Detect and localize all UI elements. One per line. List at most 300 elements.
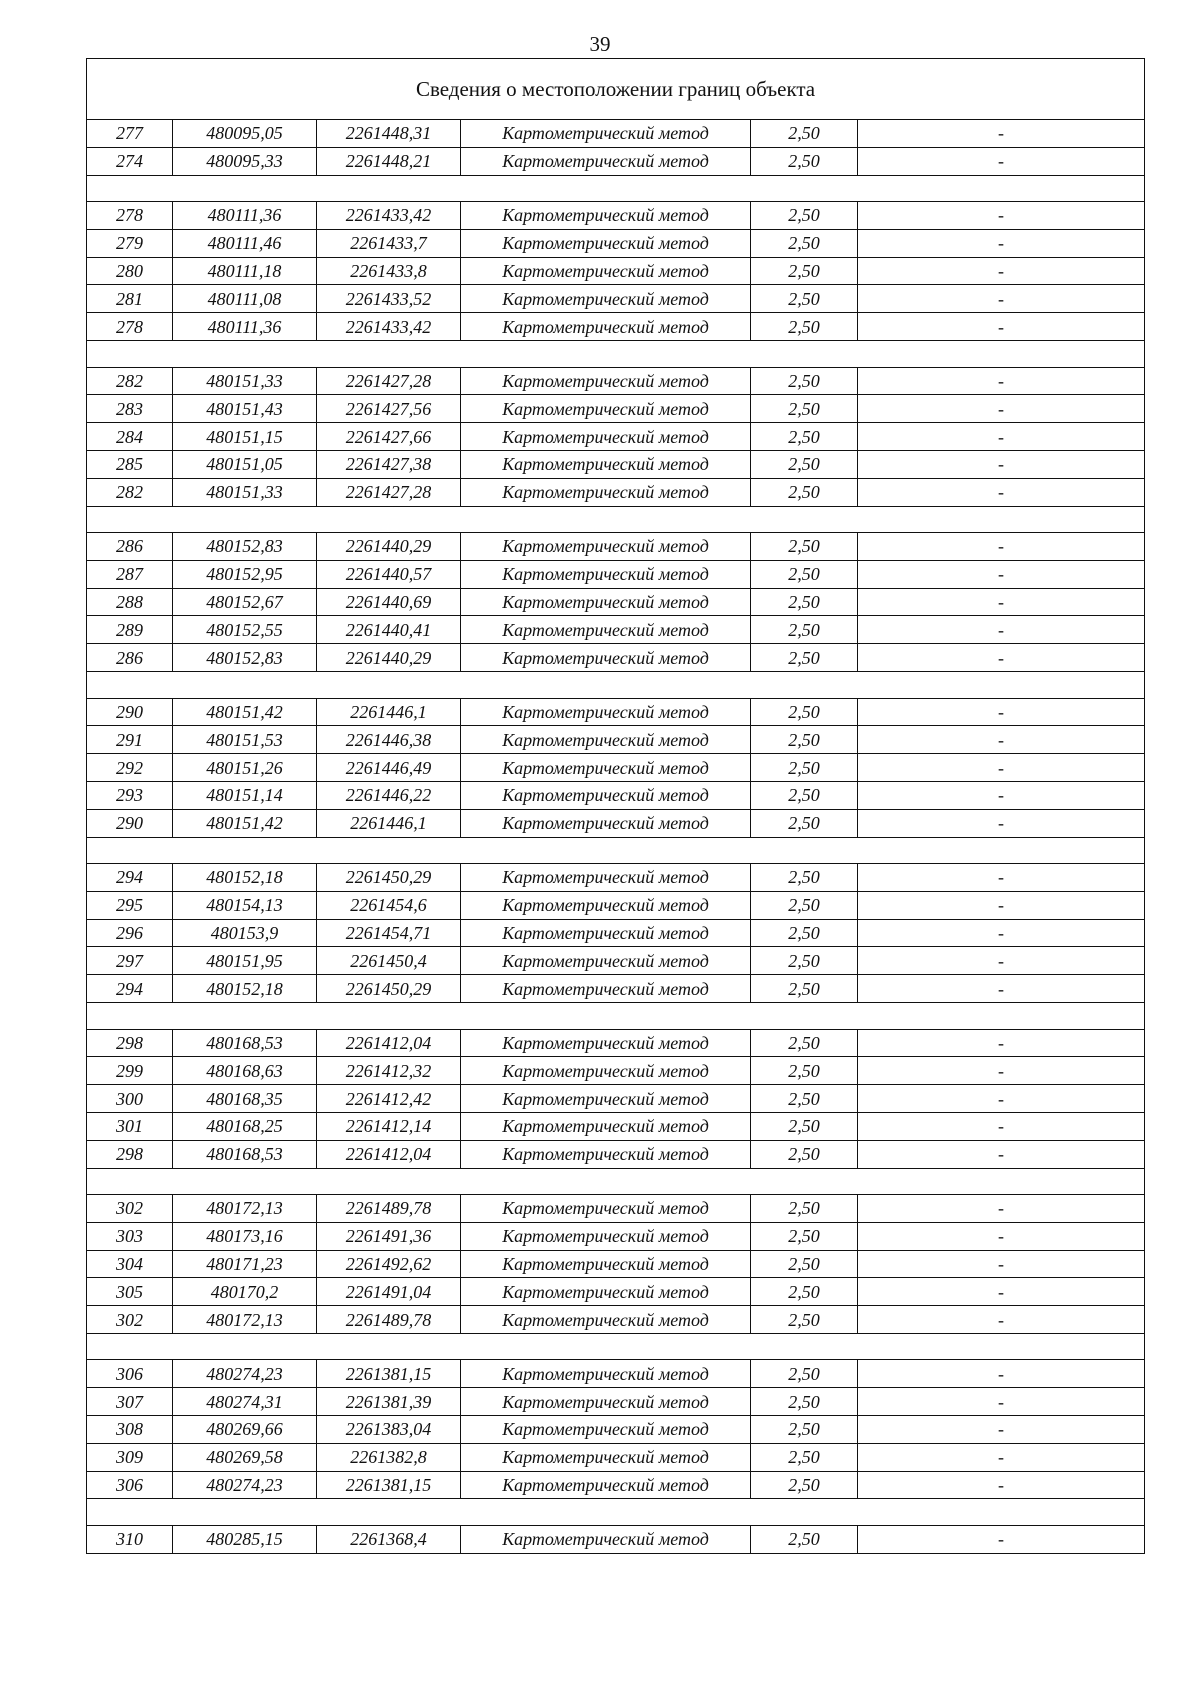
description-cell: - bbox=[858, 588, 1145, 616]
x-coordinate-cell: 480111,18 bbox=[173, 257, 317, 285]
y-coordinate-cell: 2261440,29 bbox=[317, 533, 461, 561]
accuracy-cell: 2,50 bbox=[751, 367, 858, 395]
accuracy-cell: 2,50 bbox=[751, 864, 858, 892]
description-cell: - bbox=[858, 947, 1145, 975]
accuracy-cell: 2,50 bbox=[751, 1222, 858, 1250]
table-row bbox=[87, 257, 1145, 285]
table-row bbox=[87, 891, 1145, 919]
table-row bbox=[87, 1140, 1145, 1168]
y-coordinate-cell: 2261450,29 bbox=[317, 975, 461, 1003]
method-cell: Картометрический метод bbox=[461, 919, 751, 947]
description-cell: - bbox=[858, 257, 1145, 285]
accuracy-cell: 2,50 bbox=[751, 1278, 858, 1306]
y-coordinate-cell: 2261412,14 bbox=[317, 1112, 461, 1140]
group-separator-row bbox=[87, 672, 1145, 699]
x-coordinate-cell: 480153,9 bbox=[173, 919, 317, 947]
x-coordinate-cell: 480152,67 bbox=[173, 588, 317, 616]
table-row bbox=[87, 1112, 1145, 1140]
table-row bbox=[87, 1471, 1145, 1499]
table-row bbox=[87, 423, 1145, 451]
x-coordinate-cell: 480170,2 bbox=[173, 1278, 317, 1306]
y-coordinate-cell: 2261450,29 bbox=[317, 864, 461, 892]
description-cell: - bbox=[858, 754, 1145, 782]
y-coordinate-cell: 2261446,1 bbox=[317, 809, 461, 837]
x-coordinate-cell: 480111,36 bbox=[173, 202, 317, 230]
method-cell: Картометрический метод bbox=[461, 367, 751, 395]
x-coordinate-cell: 480151,42 bbox=[173, 809, 317, 837]
x-coordinate-cell: 480111,46 bbox=[173, 229, 317, 257]
point-number-cell: 286 bbox=[87, 644, 173, 672]
y-coordinate-cell: 2261440,29 bbox=[317, 644, 461, 672]
x-coordinate-cell: 480269,66 bbox=[173, 1416, 317, 1444]
table-row bbox=[87, 560, 1145, 588]
accuracy-cell: 2,50 bbox=[751, 257, 858, 285]
point-number-cell: 300 bbox=[87, 1085, 173, 1113]
x-coordinate-cell: 480274,23 bbox=[173, 1471, 317, 1499]
table-row bbox=[87, 478, 1145, 506]
table-row bbox=[87, 1085, 1145, 1113]
point-number-cell: 295 bbox=[87, 891, 173, 919]
y-coordinate-cell: 2261492,62 bbox=[317, 1250, 461, 1278]
group-separator-row bbox=[87, 1168, 1145, 1195]
description-cell: - bbox=[858, 1195, 1145, 1223]
y-coordinate-cell: 2261433,7 bbox=[317, 229, 461, 257]
y-coordinate-cell: 2261440,69 bbox=[317, 588, 461, 616]
x-coordinate-cell: 480111,36 bbox=[173, 313, 317, 341]
point-number-cell: 302 bbox=[87, 1306, 173, 1334]
point-number-cell: 289 bbox=[87, 616, 173, 644]
x-coordinate-cell: 480168,63 bbox=[173, 1057, 317, 1085]
y-coordinate-cell: 2261427,56 bbox=[317, 395, 461, 423]
description-cell: - bbox=[858, 367, 1145, 395]
table-row bbox=[87, 313, 1145, 341]
table-row bbox=[87, 616, 1145, 644]
method-cell: Картометрический метод bbox=[461, 1388, 751, 1416]
group-separator-row bbox=[87, 341, 1145, 368]
description-cell: - bbox=[858, 864, 1145, 892]
table-row bbox=[87, 1278, 1145, 1306]
method-cell: Картометрический метод bbox=[461, 1250, 751, 1278]
method-cell: Картометрический метод bbox=[461, 120, 751, 148]
description-cell: - bbox=[858, 202, 1145, 230]
description-cell: - bbox=[858, 1416, 1145, 1444]
description-cell: - bbox=[858, 1471, 1145, 1499]
description-cell: - bbox=[858, 423, 1145, 451]
table-row bbox=[87, 1306, 1145, 1334]
y-coordinate-cell: 2261454,6 bbox=[317, 891, 461, 919]
accuracy-cell: 2,50 bbox=[751, 644, 858, 672]
method-cell: Картометрический метод bbox=[461, 1360, 751, 1388]
table-row bbox=[87, 533, 1145, 561]
method-cell: Картометрический метод bbox=[461, 450, 751, 478]
accuracy-cell: 2,50 bbox=[751, 1085, 858, 1113]
method-cell: Картометрический метод bbox=[461, 423, 751, 451]
point-number-cell: 274 bbox=[87, 147, 173, 175]
y-coordinate-cell: 2261412,04 bbox=[317, 1029, 461, 1057]
point-number-cell: 302 bbox=[87, 1195, 173, 1223]
description-cell: - bbox=[858, 1222, 1145, 1250]
point-number-cell: 278 bbox=[87, 313, 173, 341]
x-coordinate-cell: 480151,14 bbox=[173, 781, 317, 809]
accuracy-cell: 2,50 bbox=[751, 1416, 858, 1444]
description-cell: - bbox=[858, 891, 1145, 919]
method-cell: Картометрический метод bbox=[461, 1471, 751, 1499]
y-coordinate-cell: 2261450,4 bbox=[317, 947, 461, 975]
accuracy-cell: 2,50 bbox=[751, 313, 858, 341]
table-row bbox=[87, 864, 1145, 892]
x-coordinate-cell: 480168,35 bbox=[173, 1085, 317, 1113]
y-coordinate-cell: 2261440,57 bbox=[317, 560, 461, 588]
table-row bbox=[87, 644, 1145, 672]
x-coordinate-cell: 480154,13 bbox=[173, 891, 317, 919]
description-cell: - bbox=[858, 1029, 1145, 1057]
table-row bbox=[87, 1525, 1145, 1553]
y-coordinate-cell: 2261427,28 bbox=[317, 367, 461, 395]
group-separator-cell bbox=[87, 1168, 1145, 1195]
point-number-cell: 303 bbox=[87, 1222, 173, 1250]
y-coordinate-cell: 2261412,32 bbox=[317, 1057, 461, 1085]
table-row bbox=[87, 1388, 1145, 1416]
accuracy-cell: 2,50 bbox=[751, 533, 858, 561]
description-cell: - bbox=[858, 644, 1145, 672]
y-coordinate-cell: 2261489,78 bbox=[317, 1195, 461, 1223]
x-coordinate-cell: 480095,33 bbox=[173, 147, 317, 175]
accuracy-cell: 2,50 bbox=[751, 229, 858, 257]
table-row bbox=[87, 1222, 1145, 1250]
table-row bbox=[87, 698, 1145, 726]
point-number-cell: 278 bbox=[87, 202, 173, 230]
description-cell: - bbox=[858, 726, 1145, 754]
description-cell: - bbox=[858, 975, 1145, 1003]
x-coordinate-cell: 480274,23 bbox=[173, 1360, 317, 1388]
y-coordinate-cell: 2261427,28 bbox=[317, 478, 461, 506]
x-coordinate-cell: 480152,18 bbox=[173, 864, 317, 892]
description-cell: - bbox=[858, 229, 1145, 257]
group-separator-cell bbox=[87, 1333, 1145, 1360]
description-cell: - bbox=[858, 698, 1145, 726]
method-cell: Картометрический метод bbox=[461, 1416, 751, 1444]
point-number-cell: 279 bbox=[87, 229, 173, 257]
point-number-cell: 294 bbox=[87, 864, 173, 892]
description-cell: - bbox=[858, 313, 1145, 341]
description-cell: - bbox=[858, 120, 1145, 148]
method-cell: Картометрический метод bbox=[461, 1306, 751, 1334]
y-coordinate-cell: 2261491,04 bbox=[317, 1278, 461, 1306]
table-row bbox=[87, 1360, 1145, 1388]
table-row bbox=[87, 975, 1145, 1003]
table-row bbox=[87, 588, 1145, 616]
group-separator-row bbox=[87, 175, 1145, 202]
x-coordinate-cell: 480151,33 bbox=[173, 367, 317, 395]
accuracy-cell: 2,50 bbox=[751, 1112, 858, 1140]
y-coordinate-cell: 2261427,66 bbox=[317, 423, 461, 451]
method-cell: Картометрический метод bbox=[461, 754, 751, 782]
accuracy-cell: 2,50 bbox=[751, 919, 858, 947]
y-coordinate-cell: 2261448,21 bbox=[317, 147, 461, 175]
method-cell: Картометрический метод bbox=[461, 975, 751, 1003]
description-cell: - bbox=[858, 1112, 1145, 1140]
y-coordinate-cell: 2261446,1 bbox=[317, 698, 461, 726]
method-cell: Картометрический метод bbox=[461, 698, 751, 726]
group-separator-row bbox=[87, 1499, 1145, 1526]
x-coordinate-cell: 480168,25 bbox=[173, 1112, 317, 1140]
x-coordinate-cell: 480171,23 bbox=[173, 1250, 317, 1278]
y-coordinate-cell: 2261446,49 bbox=[317, 754, 461, 782]
method-cell: Картометрический метод bbox=[461, 1140, 751, 1168]
y-coordinate-cell: 2261381,39 bbox=[317, 1388, 461, 1416]
description-cell: - bbox=[858, 450, 1145, 478]
point-number-cell: 304 bbox=[87, 1250, 173, 1278]
table-row bbox=[87, 726, 1145, 754]
method-cell: Картометрический метод bbox=[461, 1029, 751, 1057]
x-coordinate-cell: 480151,15 bbox=[173, 423, 317, 451]
table-row bbox=[87, 1195, 1145, 1223]
accuracy-cell: 2,50 bbox=[751, 754, 858, 782]
y-coordinate-cell: 2261491,36 bbox=[317, 1222, 461, 1250]
description-cell: - bbox=[858, 1085, 1145, 1113]
method-cell: Картометрический метод bbox=[461, 947, 751, 975]
point-number-cell: 281 bbox=[87, 285, 173, 313]
description-cell: - bbox=[858, 533, 1145, 561]
point-number-cell: 282 bbox=[87, 367, 173, 395]
table-row bbox=[87, 781, 1145, 809]
x-coordinate-cell: 480152,95 bbox=[173, 560, 317, 588]
point-number-cell: 282 bbox=[87, 478, 173, 506]
point-number-cell: 292 bbox=[87, 754, 173, 782]
group-separator-row bbox=[87, 1333, 1145, 1360]
x-coordinate-cell: 480095,05 bbox=[173, 120, 317, 148]
accuracy-cell: 2,50 bbox=[751, 560, 858, 588]
accuracy-cell: 2,50 bbox=[751, 588, 858, 616]
x-coordinate-cell: 480151,05 bbox=[173, 450, 317, 478]
accuracy-cell: 2,50 bbox=[751, 478, 858, 506]
accuracy-cell: 2,50 bbox=[751, 1306, 858, 1334]
table-row bbox=[87, 919, 1145, 947]
accuracy-cell: 2,50 bbox=[751, 947, 858, 975]
table-row bbox=[87, 1416, 1145, 1444]
accuracy-cell: 2,50 bbox=[751, 1443, 858, 1471]
y-coordinate-cell: 2261433,42 bbox=[317, 202, 461, 230]
x-coordinate-cell: 480152,18 bbox=[173, 975, 317, 1003]
table-body bbox=[87, 59, 1145, 1554]
point-number-cell: 307 bbox=[87, 1388, 173, 1416]
accuracy-cell: 2,50 bbox=[751, 975, 858, 1003]
point-number-cell: 290 bbox=[87, 809, 173, 837]
accuracy-cell: 2,50 bbox=[751, 1140, 858, 1168]
point-number-cell: 285 bbox=[87, 450, 173, 478]
description-cell: - bbox=[858, 1306, 1145, 1334]
point-number-cell: 291 bbox=[87, 726, 173, 754]
accuracy-cell: 2,50 bbox=[751, 147, 858, 175]
y-coordinate-cell: 2261448,31 bbox=[317, 120, 461, 148]
x-coordinate-cell: 480152,55 bbox=[173, 616, 317, 644]
table-row bbox=[87, 367, 1145, 395]
y-coordinate-cell: 2261489,78 bbox=[317, 1306, 461, 1334]
x-coordinate-cell: 480285,15 bbox=[173, 1525, 317, 1553]
y-coordinate-cell: 2261381,15 bbox=[317, 1360, 461, 1388]
method-cell: Картометрический метод bbox=[461, 1195, 751, 1223]
y-coordinate-cell: 2261446,22 bbox=[317, 781, 461, 809]
y-coordinate-cell: 2261412,42 bbox=[317, 1085, 461, 1113]
table-row bbox=[87, 947, 1145, 975]
description-cell: - bbox=[858, 919, 1145, 947]
description-cell: - bbox=[858, 1140, 1145, 1168]
x-coordinate-cell: 480152,83 bbox=[173, 533, 317, 561]
x-coordinate-cell: 480173,16 bbox=[173, 1222, 317, 1250]
table-row bbox=[87, 395, 1145, 423]
accuracy-cell: 2,50 bbox=[751, 726, 858, 754]
method-cell: Картометрический метод bbox=[461, 1525, 751, 1553]
x-coordinate-cell: 480269,58 bbox=[173, 1443, 317, 1471]
description-cell: - bbox=[858, 1388, 1145, 1416]
x-coordinate-cell: 480151,33 bbox=[173, 478, 317, 506]
method-cell: Картометрический метод bbox=[461, 229, 751, 257]
accuracy-cell: 2,50 bbox=[751, 450, 858, 478]
accuracy-cell: 2,50 bbox=[751, 395, 858, 423]
description-cell: - bbox=[858, 1278, 1145, 1306]
table-row bbox=[87, 147, 1145, 175]
accuracy-cell: 2,50 bbox=[751, 202, 858, 230]
x-coordinate-cell: 480151,26 bbox=[173, 754, 317, 782]
accuracy-cell: 2,50 bbox=[751, 1250, 858, 1278]
y-coordinate-cell: 2261440,41 bbox=[317, 616, 461, 644]
x-coordinate-cell: 480168,53 bbox=[173, 1029, 317, 1057]
point-number-cell: 283 bbox=[87, 395, 173, 423]
x-coordinate-cell: 480111,08 bbox=[173, 285, 317, 313]
table-title: Сведения о местоположении границ объекта bbox=[87, 59, 1145, 120]
x-coordinate-cell: 480151,43 bbox=[173, 395, 317, 423]
method-cell: Картометрический метод bbox=[461, 781, 751, 809]
method-cell: Картометрический метод bbox=[461, 1057, 751, 1085]
method-cell: Картометрический метод bbox=[461, 809, 751, 837]
y-coordinate-cell: 2261382,8 bbox=[317, 1443, 461, 1471]
accuracy-cell: 2,50 bbox=[751, 1388, 858, 1416]
x-coordinate-cell: 480274,31 bbox=[173, 1388, 317, 1416]
table-row bbox=[87, 1250, 1145, 1278]
point-number-cell: 299 bbox=[87, 1057, 173, 1085]
accuracy-cell: 2,50 bbox=[751, 1029, 858, 1057]
description-cell: - bbox=[858, 781, 1145, 809]
group-separator-cell bbox=[87, 672, 1145, 699]
method-cell: Картометрический метод bbox=[461, 560, 751, 588]
point-number-cell: 310 bbox=[87, 1525, 173, 1553]
description-cell: - bbox=[858, 1250, 1145, 1278]
point-number-cell: 287 bbox=[87, 560, 173, 588]
accuracy-cell: 2,50 bbox=[751, 809, 858, 837]
method-cell: Картометрический метод bbox=[461, 1085, 751, 1113]
table-row bbox=[87, 202, 1145, 230]
method-cell: Картометрический метод bbox=[461, 478, 751, 506]
y-coordinate-cell: 2261433,42 bbox=[317, 313, 461, 341]
point-number-cell: 298 bbox=[87, 1140, 173, 1168]
description-cell: - bbox=[858, 285, 1145, 313]
accuracy-cell: 2,50 bbox=[751, 120, 858, 148]
table-row bbox=[87, 285, 1145, 313]
table-row bbox=[87, 1057, 1145, 1085]
group-separator-cell bbox=[87, 837, 1145, 864]
accuracy-cell: 2,50 bbox=[751, 285, 858, 313]
description-cell: - bbox=[858, 1360, 1145, 1388]
accuracy-cell: 2,50 bbox=[751, 698, 858, 726]
x-coordinate-cell: 480151,95 bbox=[173, 947, 317, 975]
description-cell: - bbox=[858, 616, 1145, 644]
point-number-cell: 306 bbox=[87, 1360, 173, 1388]
point-number-cell: 277 bbox=[87, 120, 173, 148]
point-number-cell: 294 bbox=[87, 975, 173, 1003]
table-row bbox=[87, 120, 1145, 148]
group-separator-cell bbox=[87, 1499, 1145, 1526]
x-coordinate-cell: 480151,53 bbox=[173, 726, 317, 754]
point-number-cell: 308 bbox=[87, 1416, 173, 1444]
point-number-cell: 306 bbox=[87, 1471, 173, 1499]
description-cell: - bbox=[858, 560, 1145, 588]
accuracy-cell: 2,50 bbox=[751, 1360, 858, 1388]
boundary-coordinates-table bbox=[86, 58, 1145, 1554]
point-number-cell: 290 bbox=[87, 698, 173, 726]
method-cell: Картометрический метод bbox=[461, 1443, 751, 1471]
y-coordinate-cell: 2261454,71 bbox=[317, 919, 461, 947]
y-coordinate-cell: 2261368,4 bbox=[317, 1525, 461, 1553]
point-number-cell: 305 bbox=[87, 1278, 173, 1306]
table-title-row bbox=[87, 59, 1145, 120]
accuracy-cell: 2,50 bbox=[751, 423, 858, 451]
accuracy-cell: 2,50 bbox=[751, 1471, 858, 1499]
method-cell: Картометрический метод bbox=[461, 1278, 751, 1306]
table-row bbox=[87, 1029, 1145, 1057]
method-cell: Картометрический метод bbox=[461, 313, 751, 341]
table-row bbox=[87, 809, 1145, 837]
accuracy-cell: 2,50 bbox=[751, 781, 858, 809]
description-cell: - bbox=[858, 1057, 1145, 1085]
y-coordinate-cell: 2261427,38 bbox=[317, 450, 461, 478]
group-separator-cell bbox=[87, 506, 1145, 533]
accuracy-cell: 2,50 bbox=[751, 616, 858, 644]
point-number-cell: 293 bbox=[87, 781, 173, 809]
group-separator-cell bbox=[87, 1003, 1145, 1030]
point-number-cell: 309 bbox=[87, 1443, 173, 1471]
y-coordinate-cell: 2261446,38 bbox=[317, 726, 461, 754]
method-cell: Картометрический метод bbox=[461, 644, 751, 672]
point-number-cell: 288 bbox=[87, 588, 173, 616]
group-separator-row bbox=[87, 1003, 1145, 1030]
group-separator-cell bbox=[87, 175, 1145, 202]
x-coordinate-cell: 480172,13 bbox=[173, 1195, 317, 1223]
point-number-cell: 284 bbox=[87, 423, 173, 451]
x-coordinate-cell: 480172,13 bbox=[173, 1306, 317, 1334]
group-separator-row bbox=[87, 837, 1145, 864]
description-cell: - bbox=[858, 395, 1145, 423]
method-cell: Картометрический метод bbox=[461, 285, 751, 313]
method-cell: Картометрический метод bbox=[461, 726, 751, 754]
table-row bbox=[87, 450, 1145, 478]
table-row bbox=[87, 754, 1145, 782]
accuracy-cell: 2,50 bbox=[751, 891, 858, 919]
x-coordinate-cell: 480151,42 bbox=[173, 698, 317, 726]
point-number-cell: 301 bbox=[87, 1112, 173, 1140]
group-separator-row bbox=[87, 506, 1145, 533]
y-coordinate-cell: 2261433,8 bbox=[317, 257, 461, 285]
point-number-cell: 286 bbox=[87, 533, 173, 561]
accuracy-cell: 2,50 bbox=[751, 1195, 858, 1223]
y-coordinate-cell: 2261383,04 bbox=[317, 1416, 461, 1444]
point-number-cell: 280 bbox=[87, 257, 173, 285]
description-cell: - bbox=[858, 1525, 1145, 1553]
accuracy-cell: 2,50 bbox=[751, 1057, 858, 1085]
method-cell: Картометрический метод bbox=[461, 864, 751, 892]
description-cell: - bbox=[858, 809, 1145, 837]
description-cell: - bbox=[858, 147, 1145, 175]
accuracy-cell: 2,50 bbox=[751, 1525, 858, 1553]
